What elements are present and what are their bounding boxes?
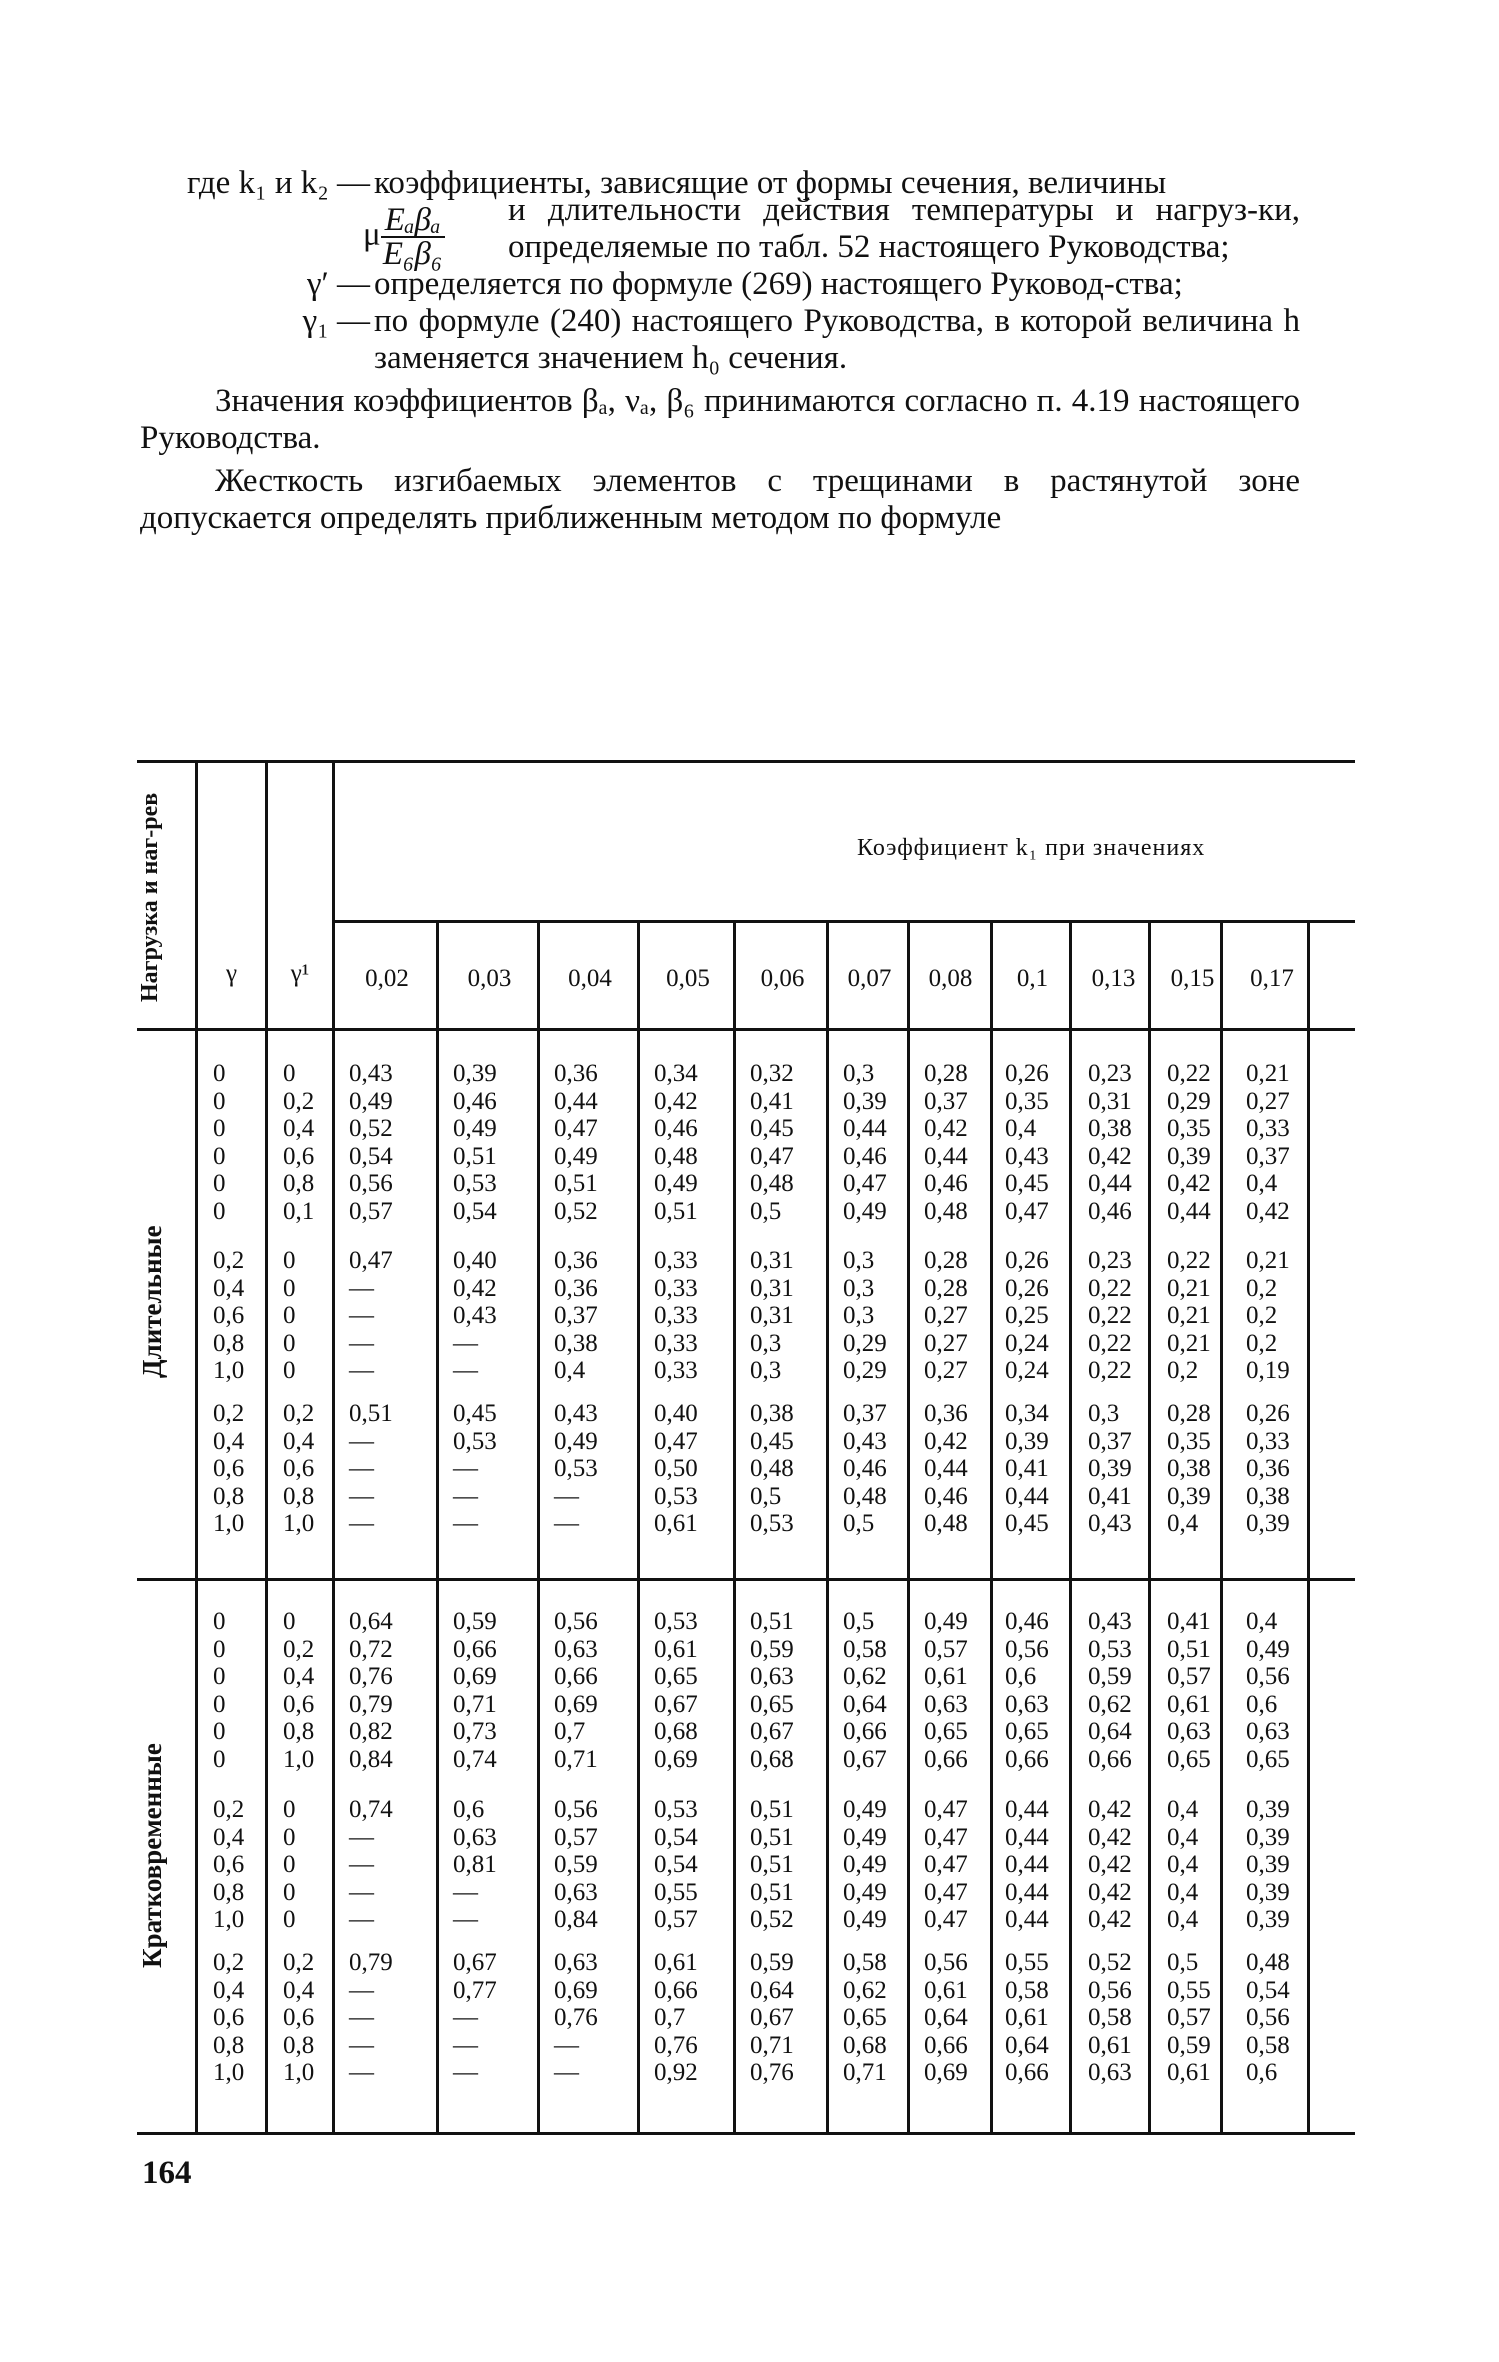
definition-text: определяется по формуле (269) настоящего Руковод-ства; [374, 266, 1183, 302]
paragraph-coefficients: Значения коэффициентов βₐ, νₐ, β₆ принимаются согласно п. 4.19 настоящего Руководства. [140, 383, 1300, 456]
page-number: 164 [142, 2155, 192, 2191]
definition-continuation [140, 192, 1300, 266]
k1-value-cell: 0,3 0,3 0,3 0,29 0,29 [843, 1247, 887, 1384]
definition-text: коэффициенты, зависящие от формы сечения, величины [374, 165, 1167, 201]
ratio-numerator: Eₐβₐ [381, 204, 445, 238]
k1-value-cell: 0,51 — — — — [349, 1400, 393, 1537]
k1-value-cell: 0,74 — — — — [349, 1796, 393, 1933]
k1-value-cell: 0,21 0,2 0,2 0,2 0,19 [1246, 1247, 1290, 1384]
definition-text: по формуле (240) настоящего Руководства, в которой величина h заменяется значением h₀ сечения. [374, 303, 1300, 376]
k1-value-cell: 0,3 0,39 0,44 0,46 0,47 0,49 [843, 1060, 887, 1225]
col-rule-k1 [1069, 920, 1072, 2132]
gamma-cell: 0 0 0 0 0 0 [213, 1060, 226, 1225]
k1-value-cell: 0,5 0,58 0,62 0,64 0,66 0,67 [843, 1608, 887, 1773]
k1-value-cell: 0,56 0,61 0,64 0,66 0,69 [924, 1949, 968, 2086]
definition-text-2: и длительности действия температуры и нагруз-ки, определяемые по табл. 52 настоящего Руководства; [508, 192, 1300, 265]
k1-value-header: 0,05 [666, 965, 710, 992]
k1-value-cell: 0,43 0,53 0,59 0,62 0,64 0,66 [1088, 1608, 1132, 1773]
k1-value-cell: 0,6 0,63 0,81 — — [453, 1796, 497, 1933]
k1-caption: Коэффициент k₁ при значениях [857, 835, 1206, 861]
header-bottom-rule [137, 1028, 1355, 1031]
k1-value-cell: 0,47 0,47 0,47 0,47 0,47 [924, 1796, 968, 1933]
k1-value-header: 0,13 [1091, 965, 1136, 992]
gamma-cell: 0 0 0 0 0 0 [213, 1608, 226, 1773]
k1-value-cell: 0,37 0,43 0,46 0,48 0,5 [843, 1400, 887, 1537]
col-rule-k1 [733, 920, 736, 2132]
k1-value-cell: 0,36 0,42 0,44 0,46 0,48 [924, 1400, 968, 1537]
k1-value-cell: 0,3 0,37 0,39 0,41 0,43 [1088, 1400, 1132, 1537]
k1-value-cell: 0,23 0,31 0,38 0,42 0,44 0,46 [1088, 1060, 1132, 1225]
ratio-denominator: E₆β₆ [382, 236, 443, 272]
paragraph-stiffness: Жесткость изгибаемых элементов с трещинами в растянутой зоне допускается определять приближенным методом по формуле [140, 463, 1300, 536]
k1-value-cell: 0,53 0,54 0,54 0,55 0,57 [654, 1796, 698, 1933]
col-rule-k1 [1220, 920, 1223, 2132]
gamma1-cell: 0,2 0,4 0,6 0,8 1,0 [283, 1949, 315, 2086]
k1-value-cell: 0,40 0,47 0,50 0,53 0,61 [654, 1400, 698, 1537]
k1-value-cell: 0,23 0,22 0,22 0,22 0,22 [1088, 1247, 1132, 1384]
k1-value-cell: 0,36 0,44 0,47 0,49 0,51 0,52 [554, 1060, 598, 1225]
k1-value-cell: 0,59 0,64 0,67 0,71 0,76 [750, 1949, 794, 2086]
gamma1-cell: 0 0,2 0,4 0,6 0,8 0,1 [283, 1060, 315, 1225]
col-rule-k1 [990, 920, 993, 2132]
k1-value-cell: 0,42 0,42 0,42 0,42 0,42 [1088, 1796, 1132, 1933]
col-rule-right [1307, 920, 1310, 2132]
definition-gamma-prime [2, 266, 1300, 303]
col-rule-k1 [826, 920, 829, 2132]
k1-value-cell: 0,52 0,56 0,58 0,61 0,63 [1088, 1949, 1132, 2086]
gamma1-header: γ¹ [290, 960, 310, 987]
k1-value-cell: 0,33 0,33 0,33 0,33 0,33 [654, 1247, 698, 1384]
ratio-fraction [381, 204, 445, 270]
load-header: Нагрузка и наг-рев [137, 792, 163, 1003]
k1-value-cell: 0,44 0,44 0,44 0,44 0,44 [1005, 1796, 1049, 1933]
k1-value-cell: 0,43 0,49 0,52 0,54 0,56 0,57 [349, 1060, 393, 1225]
k1-value-cell: 0,26 0,35 0,4 0,43 0,45 0,47 [1005, 1060, 1049, 1225]
k1-value-cell: 0,51 0,51 0,51 0,51 0,52 [750, 1796, 794, 1933]
table-top-rule [137, 760, 1355, 763]
k1-value-cell: 0,36 0,36 0,37 0,38 0,4 [554, 1247, 598, 1384]
col-rule-k1 [537, 920, 540, 2132]
k1-value-cell: 0,26 0,26 0,25 0,24 0,24 [1005, 1247, 1049, 1384]
k1-value-header: 0,08 [928, 965, 973, 992]
definition-key: где k₁ и k₂ — [187, 165, 370, 201]
k1-value-cell: 0,32 0,41 0,45 0,47 0,48 0,5 [750, 1060, 794, 1225]
gamma1-cell: 0 0 0 0 0 [283, 1796, 296, 1933]
k1-value-cell: 0,47 — — — — [349, 1247, 393, 1384]
k1-value-header: 0,1 [1016, 965, 1049, 992]
table-bottom-rule [137, 2132, 1355, 2135]
k1-value-cell: 0,22 0,29 0,35 0,39 0,42 0,44 [1167, 1060, 1211, 1225]
definition-gamma1 [2, 303, 1300, 377]
k1-value-cell: 0,28 0,37 0,42 0,44 0,46 0,48 [924, 1060, 968, 1225]
k1-value-cell: 0,59 0,66 0,69 0,71 0,73 0,74 [453, 1608, 497, 1773]
k1-value-cell: 0,45 0,53 — — — [453, 1400, 497, 1537]
gamma-cell: 0,2 0,4 0,6 0,8 1,0 [213, 1400, 245, 1537]
k1-header-rule [335, 920, 1355, 923]
k1-value-header: 0,06 [760, 965, 805, 992]
definition-key: γ′ — [306, 266, 370, 302]
section-label-long: Длительные [137, 1225, 167, 1379]
k1-value-header: 0,03 [467, 965, 512, 992]
k1-value-cell: 0,48 0,54 0,56 0,58 0,6 [1246, 1949, 1290, 2086]
gamma-cell: 0,2 0,4 0,6 0,8 1,0 [213, 1796, 245, 1933]
k1-value-cell: 0,41 0,51 0,57 0,61 0,63 0,65 [1167, 1608, 1211, 1773]
k1-value-cell: 0,26 0,33 0,36 0,38 0,39 [1246, 1400, 1290, 1537]
section-divider-rule [137, 1578, 1355, 1581]
k1-value-cell: 0,55 0,58 0,61 0,64 0,66 [1005, 1949, 1049, 2086]
k1-value-cell: 0,61 0,66 0,7 0,76 0,92 [654, 1949, 698, 2086]
gamma1-cell: 0 0,2 0,4 0,6 0,8 1,0 [283, 1608, 315, 1773]
k1-value-cell: 0,43 0,49 0,53 — — [554, 1400, 598, 1537]
k1-value-cell: 0,21 0,27 0,33 0,37 0,4 0,42 [1246, 1060, 1290, 1225]
k1-value-cell: 0,67 0,77 — — — [453, 1949, 497, 2086]
gamma-cell: 0,2 0,4 0,6 0,8 1,0 [213, 1247, 245, 1384]
k1-value-cell: 0,51 0,59 0,63 0,65 0,67 0,68 [750, 1608, 794, 1773]
k1-value-cell: 0,40 0,42 0,43 — — [453, 1247, 497, 1384]
k1-value-cell: 0,56 0,63 0,66 0,69 0,7 0,71 [554, 1608, 598, 1773]
k1-value-header: 0,15 [1170, 965, 1215, 992]
k1-value-cell: 0,53 0,61 0,65 0,67 0,68 0,69 [654, 1608, 698, 1773]
k1-value-cell: 0,63 0,69 0,76 — — [554, 1949, 598, 2086]
k1-value-cell: 0,39 0,46 0,49 0,51 0,53 0,54 [453, 1060, 497, 1225]
col-rule-k1 [907, 920, 910, 2132]
col-rule-k1 [637, 920, 640, 2132]
k1-value-cell: 0,49 0,49 0,49 0,49 0,49 [843, 1796, 887, 1933]
k1-value-cell: 0,58 0,62 0,65 0,68 0,71 [843, 1949, 887, 2086]
gamma-header: γ [225, 960, 238, 987]
k1-value-cell: 0,38 0,45 0,48 0,5 0,53 [750, 1400, 794, 1537]
k1-value-cell: 0,34 0,39 0,41 0,44 0,45 [1005, 1400, 1049, 1537]
k1-value-header: 0,04 [568, 965, 612, 992]
k1-value-cell: 0,28 0,28 0,27 0,27 0,27 [924, 1247, 968, 1384]
definition-key: γ₁ — [302, 303, 370, 339]
k1-value-header: 0,02 [365, 965, 409, 992]
k1-value-cell: 0,39 0,39 0,39 0,39 0,39 [1246, 1796, 1290, 1933]
k1-value-cell: 0,5 0,55 0,57 0,59 0,61 [1167, 1949, 1211, 2086]
k1-value-cell: 0,22 0,21 0,21 0,21 0,2 [1167, 1247, 1211, 1384]
k1-value-cell: 0,56 0,57 0,59 0,63 0,84 [554, 1796, 598, 1933]
k1-value-cell: 0,4 0,4 0,4 0,4 0,4 [1167, 1796, 1199, 1933]
k1-value-header: 0,17 [1250, 965, 1294, 992]
k1-value-cell: 0,28 0,35 0,38 0,39 0,4 [1167, 1400, 1211, 1537]
gamma1-cell: 0,2 0,4 0,6 0,8 1,0 [283, 1400, 315, 1537]
k1-value-cell: 0,46 0,56 0,6 0,63 0,65 0,66 [1005, 1608, 1049, 1773]
gamma1-cell: 0 0 0 0 0 [283, 1247, 296, 1384]
k1-value-cell: 0,79 — — — — [349, 1949, 393, 2086]
mu-symbol: μ [363, 216, 381, 253]
k1-value-header: 0,07 [847, 965, 892, 992]
k1-value-cell: 0,4 0,49 0,56 0,6 0,63 0,65 [1246, 1608, 1290, 1773]
k1-value-cell: 0,34 0,42 0,46 0,48 0,49 0,51 [654, 1060, 698, 1225]
k1-value-cell: 0,49 0,57 0,61 0,63 0,65 0,66 [924, 1608, 968, 1773]
body-text [140, 165, 1300, 537]
col-rule-k1 [1148, 920, 1151, 2132]
section-label-short: Кратковременные [137, 1743, 167, 1969]
col-rule-k1 [436, 920, 439, 2132]
coefficient-table [137, 760, 1355, 2135]
gamma-cell: 0,2 0,4 0,6 0,8 1,0 [213, 1949, 245, 2086]
k1-value-cell: 0,31 0,31 0,31 0,3 0,3 [750, 1247, 794, 1384]
k1-value-cell: 0,64 0,72 0,76 0,79 0,82 0,84 [349, 1608, 393, 1773]
